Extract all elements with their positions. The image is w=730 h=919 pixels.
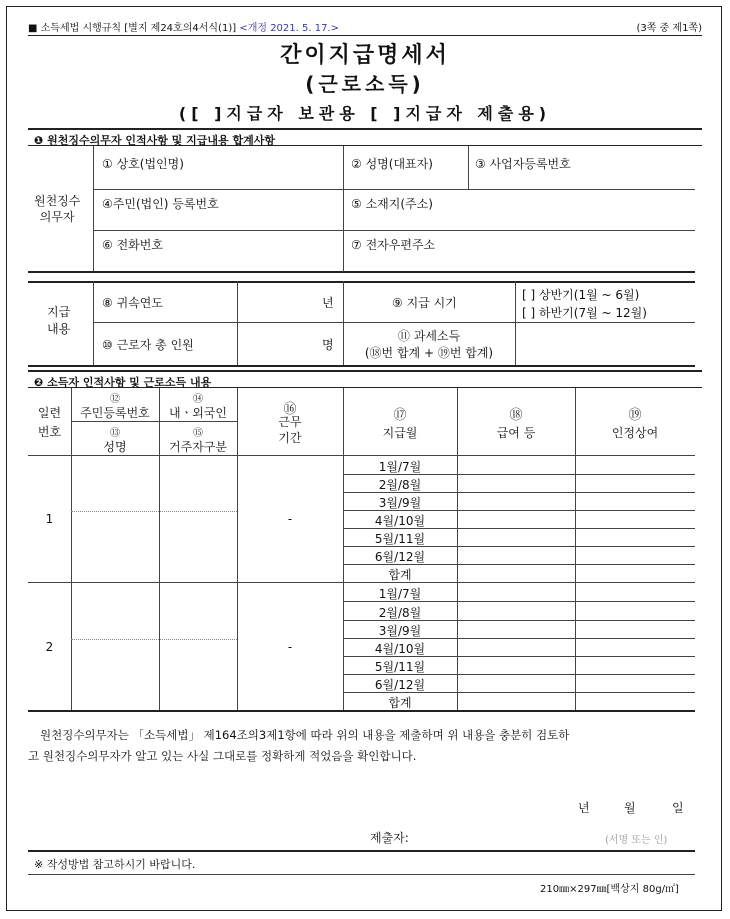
col-bonus: 인정상여 xyxy=(611,426,659,440)
footer-note: ※ 작성방법 참고하시기 바랍니다. xyxy=(34,858,196,871)
row1-month-3: 3월/9월 xyxy=(378,496,422,510)
row2-month-6: 6월/12월 xyxy=(374,678,426,692)
row1-month-1: 1월/7월 xyxy=(378,460,422,474)
row1-month-4: 4월/10월 xyxy=(374,514,426,528)
row2-month-3: 3월/9월 xyxy=(378,624,422,638)
col-salary: 급여 등 xyxy=(496,426,536,440)
purpose-checkboxes[interactable]: ([ ]지급자 보관용 [ ]지급자 제출용) xyxy=(178,104,552,123)
page-info: (3쪽 중 제1쪽) xyxy=(636,23,702,34)
second-half-checkbox[interactable]: [ ] 하반기(7월 ~ 12월) xyxy=(522,306,647,320)
signature-field[interactable]: (서명 또는 인) xyxy=(605,835,668,846)
date-day[interactable]: 일 xyxy=(672,801,684,815)
col-nationality: 내ㆍ외국인 xyxy=(169,406,227,420)
row2-serial: 2 xyxy=(45,640,54,654)
field-taxable-income: ⑪ 과세소득 xyxy=(397,329,461,343)
c17-num: ⑰ xyxy=(393,408,407,423)
col-work-period: 근무 기간 xyxy=(278,415,302,445)
row1-month-5: 5월/11월 xyxy=(374,532,426,546)
row2-month-2: 2월/8월 xyxy=(378,606,422,620)
col-pay-month: 지급월 xyxy=(382,426,418,440)
col-resident-number: 주민등록번호 xyxy=(80,406,150,420)
taxable-income-formula: (⑱번 합계 + ⑲번 합계) xyxy=(364,346,494,360)
row1-month-2: 2월/8월 xyxy=(378,478,422,492)
c12-num: ⑫ xyxy=(110,394,120,405)
declaration-line1: 원천징수의무자는 「소득세법」 제164조의3제1항에 따라 위의 내용을 제출하며 위 내용을 충분히 검토하 xyxy=(40,728,570,742)
c13-num: ⑬ xyxy=(110,428,120,439)
c16-num: ⑯ xyxy=(283,402,297,417)
form-header xyxy=(28,17,702,36)
field-registration-number[interactable]: ④주민(법인) 등록번호 xyxy=(102,197,219,211)
payment-label: 지급 내용 xyxy=(47,305,71,336)
row1-month-6: 6월/12월 xyxy=(374,550,426,564)
c18-num: ⑱ xyxy=(509,408,523,423)
section2-heading: ❷ 소득자 인적사항 및 근로소득 내용 xyxy=(28,370,702,388)
row1-period[interactable]: - xyxy=(287,512,293,526)
c14-num: ⑭ xyxy=(193,394,203,405)
declaration-line2: 고 원천징수의무자가 알고 있는 사실 그대로를 정확하게 적었음을 확인합니다. xyxy=(28,749,417,763)
row1-serial: 1 xyxy=(45,512,54,526)
c15-num: ⑮ xyxy=(193,428,203,439)
row1-total: 합계 xyxy=(388,568,412,582)
date-month[interactable]: 월 xyxy=(624,801,636,815)
section1-heading: ❶ 원천징수의무자 인적사항 및 지급내용 합계사항 xyxy=(28,128,702,146)
field-phone[interactable]: ⑥ 전화번호 xyxy=(102,238,163,252)
date-year[interactable]: 년 xyxy=(578,801,590,815)
field-address[interactable]: ⑤ 소재지(주소) xyxy=(351,197,433,211)
row2-month-5: 5월/11월 xyxy=(374,660,426,674)
field-total-workers: ⑩ 근로자 총 인원 xyxy=(102,338,194,352)
field-representative[interactable]: ② 성명(대표자) xyxy=(351,157,433,171)
revision-date: <개정 2021. 5. 17.> xyxy=(239,23,339,34)
first-half-checkbox[interactable]: [ ] 상반기(1월 ~ 6월) xyxy=(522,288,640,302)
row2-period[interactable]: - xyxy=(287,640,293,654)
row2-total: 합계 xyxy=(388,696,412,710)
form-subtitle: (근로소득) xyxy=(305,72,425,96)
paper-spec: 210㎜×297㎜[백상지 80g/㎡] xyxy=(540,884,679,895)
col-name: 성명 xyxy=(103,440,127,454)
field-company-name[interactable]: ① 상호(법인명) xyxy=(102,157,184,171)
field-business-number[interactable]: ③ 사업자등록번호 xyxy=(475,157,571,171)
person-unit: 명 xyxy=(322,338,334,352)
field-attribution-year: ⑧ 귀속연도 xyxy=(102,296,163,310)
c19-num: ⑲ xyxy=(628,408,642,423)
form-reference: ■ 소득세법 시행규칙 [별지 제24호의4서식(1)] <개정 2021. 5. 17.> xyxy=(28,23,339,34)
field-email[interactable]: ⑦ 전자우편주소 xyxy=(351,238,436,252)
row2-month-1: 1월/7월 xyxy=(378,587,422,601)
col-residency: 거주자구분 xyxy=(169,440,227,454)
field-payment-period: ⑨ 지급 시기 xyxy=(392,296,457,310)
col-serial: 일련 번호 xyxy=(37,406,62,439)
withholder-label: 원천징수 의무자 xyxy=(34,194,81,224)
submitter-label: 제출자: xyxy=(370,831,409,845)
year-unit: 년 xyxy=(322,296,334,310)
form-title: 간이지급명세서 xyxy=(280,43,450,68)
row2-month-4: 4월/10월 xyxy=(374,642,426,656)
